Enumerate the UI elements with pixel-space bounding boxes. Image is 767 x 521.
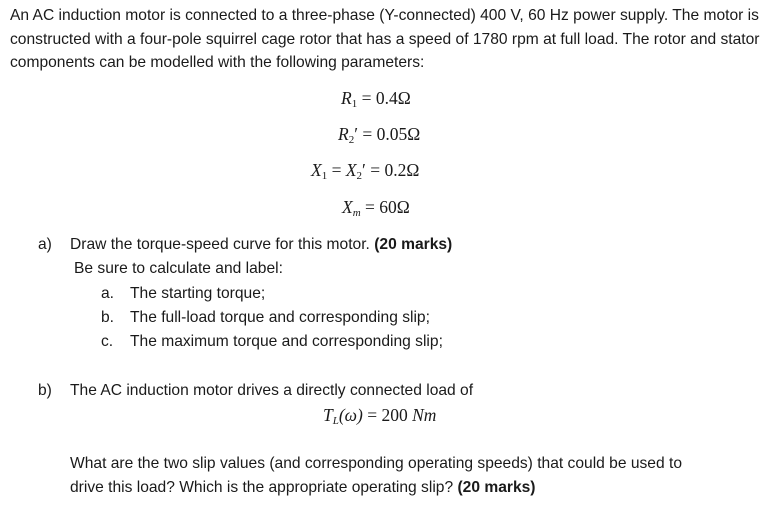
load-eq-sub: L [332,415,339,427]
eq-x1-symbol: X [311,160,322,180]
eq-x-rhs: = 0.2Ω [370,160,420,180]
eq-x2-sub: 2 [356,170,363,182]
eq-r2-prime: ′ [354,124,359,144]
eq-x1-sub: 1 [321,170,328,182]
load-equation [323,405,436,427]
part-b-text: The AC induction motor drives a directly connected load of [70,382,474,399]
eq-r1-symbol: R [341,88,352,108]
part-a-prompt: Draw the torque-speed curve for this motor. [70,236,375,253]
eq-r2-symbol: R [338,124,349,144]
problem-intro: An AC induction motor is connected to a three-phase (Y-connected) 400 V, 60 Hz power supply. The motor is constructed with a four-pole squirrel cage rotor that has a speed of 1780 rpm at full load. The rotor and stator components can be modelled with the following parameters: [10,7,760,71]
eq-x2-symbol: X [345,160,357,180]
part-b-question-text: drive this load? Which is the appropriate operating slip? [70,479,458,496]
part-a-item-b: The full-load torque and corresponding slip; [130,309,430,326]
part-a-marker: a) [38,236,52,253]
eq-xm-symbol: X [342,197,353,217]
eq-r2-sub: 2 [348,134,355,146]
part-a-text [70,236,452,254]
part-a-marks: (20 marks) [374,236,453,253]
equation-r1 [341,88,411,110]
eq-x-mid: = [331,160,346,180]
part-a-item-b-marker: b. [101,309,115,326]
eq-x2-prime: ′ [362,160,366,180]
load-eq-unit: Nm [412,405,437,425]
eq-r2-rhs: = 0.05Ω [362,124,421,144]
equation-r2 [338,124,420,146]
load-eq-rhs: = 200 [362,405,413,425]
part-a-item-c-marker: c. [101,333,114,350]
part-b-question-line2 [70,479,535,497]
part-a-item-c: The maximum torque and corresponding slip; [130,333,443,350]
equation-xm [342,197,410,219]
equation-x [311,160,419,182]
eq-r1-rhs: = 0.4Ω [361,88,411,108]
part-b-marks: (20 marks) [457,479,536,496]
eq-r1-sub: 1 [351,98,358,110]
part-b-marker: b) [38,382,52,399]
eq-xm-rhs: = 60Ω [365,197,410,217]
load-eq-symbol: T [323,405,333,425]
part-a-instruction: Be sure to calculate and label: [74,260,283,277]
part-b-question-line1: What are the two slip values (and corresponding operating speeds) that could be used to [70,455,682,472]
eq-xm-sub: m [352,207,361,219]
load-eq-arg: (ω) [338,405,363,425]
part-a-item-a: The starting torque; [130,285,266,302]
part-a-item-a-marker: a. [101,285,115,302]
